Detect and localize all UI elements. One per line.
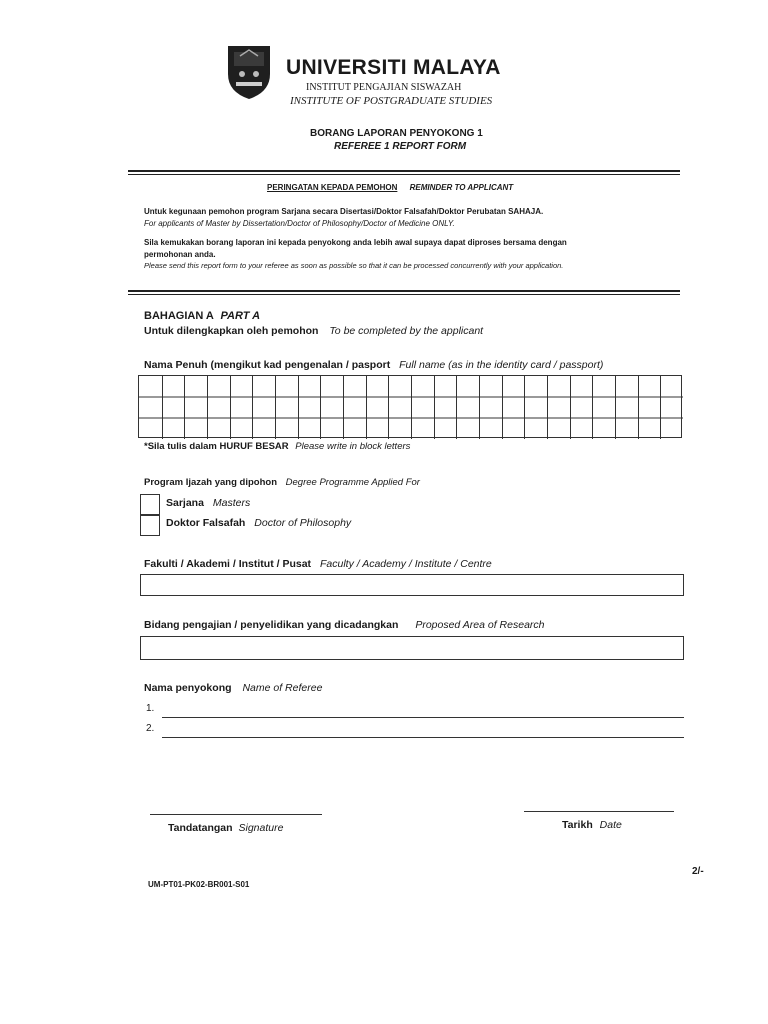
option-masters-ms: Sarjana [166, 497, 204, 509]
part-a-title-en: PART A [220, 310, 261, 322]
reminder-para1-en: For applicants of Master by Dissertation/Doctor of Philosophy/Doctor of Medicine ONLY. [144, 219, 455, 228]
reminder-title-en: REMINDER TO APPLICANT [409, 183, 514, 192]
option-phd-ms: Doktor Falsafah [166, 517, 246, 529]
programme-label [144, 477, 420, 488]
referee-number-2: 2. [146, 723, 155, 734]
referee-label-ms: Nama penyokong [144, 682, 232, 694]
blockletters-note-en: Please write in block letters [295, 441, 411, 452]
part-a-subtitle [144, 325, 483, 337]
reminder-para2-ms-a: Sila kemukakan borang laporan ini kepada penyokong anda lebih awal supaya dapat diproses bersama dengan [144, 238, 567, 247]
signature-label-ms: Tandatangan [168, 822, 233, 834]
reminder-para2-ms-b: permohonan anda. [144, 250, 216, 259]
reminder-para2-en: Please send this report form to your referee as soon as possible so that it can be processed concurrently with your application. [144, 261, 564, 270]
referee-line-2[interactable] [162, 737, 684, 738]
fullname-block-letter-grid[interactable] [138, 375, 682, 438]
faculty-input-box[interactable] [140, 574, 684, 596]
faculty-label-ms: Fakulti / Akademi / Institut / Pusat [144, 558, 312, 570]
research-input-box[interactable] [140, 636, 684, 660]
date-line[interactable] [524, 811, 674, 812]
university-crest-logo [226, 44, 272, 100]
research-label-ms: Bidang pengajian / penyelidikan yang dicadangkan [144, 619, 399, 631]
referee-label [144, 682, 322, 694]
checkbox-masters[interactable] [140, 494, 160, 515]
faculty-label-en: Faculty / Academy / Institute / Centre [319, 558, 492, 570]
referee-line-1[interactable] [162, 717, 684, 718]
signature-label [168, 822, 283, 834]
reminder-para1-ms: Untuk kegunaan pemohon program Sarjana secara Disertasi/Doktor Falsafah/Doktor Perubatan SAHAJA. [144, 207, 544, 216]
university-name: UNIVERSITI MALAYA [286, 56, 501, 79]
research-label-en: Proposed Area of Research [415, 619, 545, 631]
signature-line[interactable] [150, 814, 322, 815]
programme-label-en: Degree Programme Applied For [285, 477, 420, 488]
referee-label-en: Name of Referee [242, 682, 323, 694]
date-label [562, 819, 622, 831]
option-masters-en: Masters [212, 497, 251, 509]
form-title-ms: BORANG LAPORAN PENYOKONG 1 [310, 128, 483, 139]
part-a-subtitle-ms: Untuk dilengkapkan oleh pemohon [144, 325, 319, 337]
option-phd [166, 517, 351, 529]
fullname-label [144, 359, 603, 371]
date-label-ms: Tarikh [562, 819, 593, 831]
part-a-title-ms: BAHAGIAN A [144, 310, 214, 322]
blockletters-note-ms: *Sila tulis dalam HURUF BESAR [144, 441, 289, 452]
reminder-title-ms: PERINGATAN KEPADA PEMOHON [267, 183, 398, 192]
checkbox-phd[interactable] [140, 515, 160, 536]
faculty-label [144, 558, 492, 570]
institute-name-en: INSTITUTE OF POSTGRADUATE STUDIES [290, 95, 493, 107]
programme-label-ms: Program Ijazah yang dipohon [144, 477, 278, 488]
form-code: UM-PT01-PK02-BR001-S01 [148, 880, 250, 889]
form-title-en: REFEREE 1 REPORT FORM [334, 141, 467, 152]
institute-name-ms: INSTITUT PENGAJIAN SISWAZAH [306, 82, 462, 93]
research-label [144, 619, 545, 631]
fullname-label-en: Full name (as in the identity card / passport) [399, 359, 604, 371]
referee-number-1: 1. [146, 703, 155, 714]
reminder-divider [128, 290, 680, 295]
page-marker: 2/- [692, 866, 704, 877]
header-divider [128, 170, 680, 175]
signature-label-en: Signature [238, 822, 284, 834]
option-phd-en: Doctor of Philosophy [254, 517, 352, 529]
option-masters [166, 497, 250, 509]
part-a-subtitle-en: To be completed by the applicant [329, 325, 484, 337]
date-label-en: Date [599, 819, 622, 831]
blockletters-note [144, 441, 410, 452]
reminder-heading [267, 183, 513, 192]
part-a-title [144, 310, 260, 322]
fullname-label-ms: Nama Penuh (mengikut kad pengenalan / pasport [144, 359, 391, 371]
